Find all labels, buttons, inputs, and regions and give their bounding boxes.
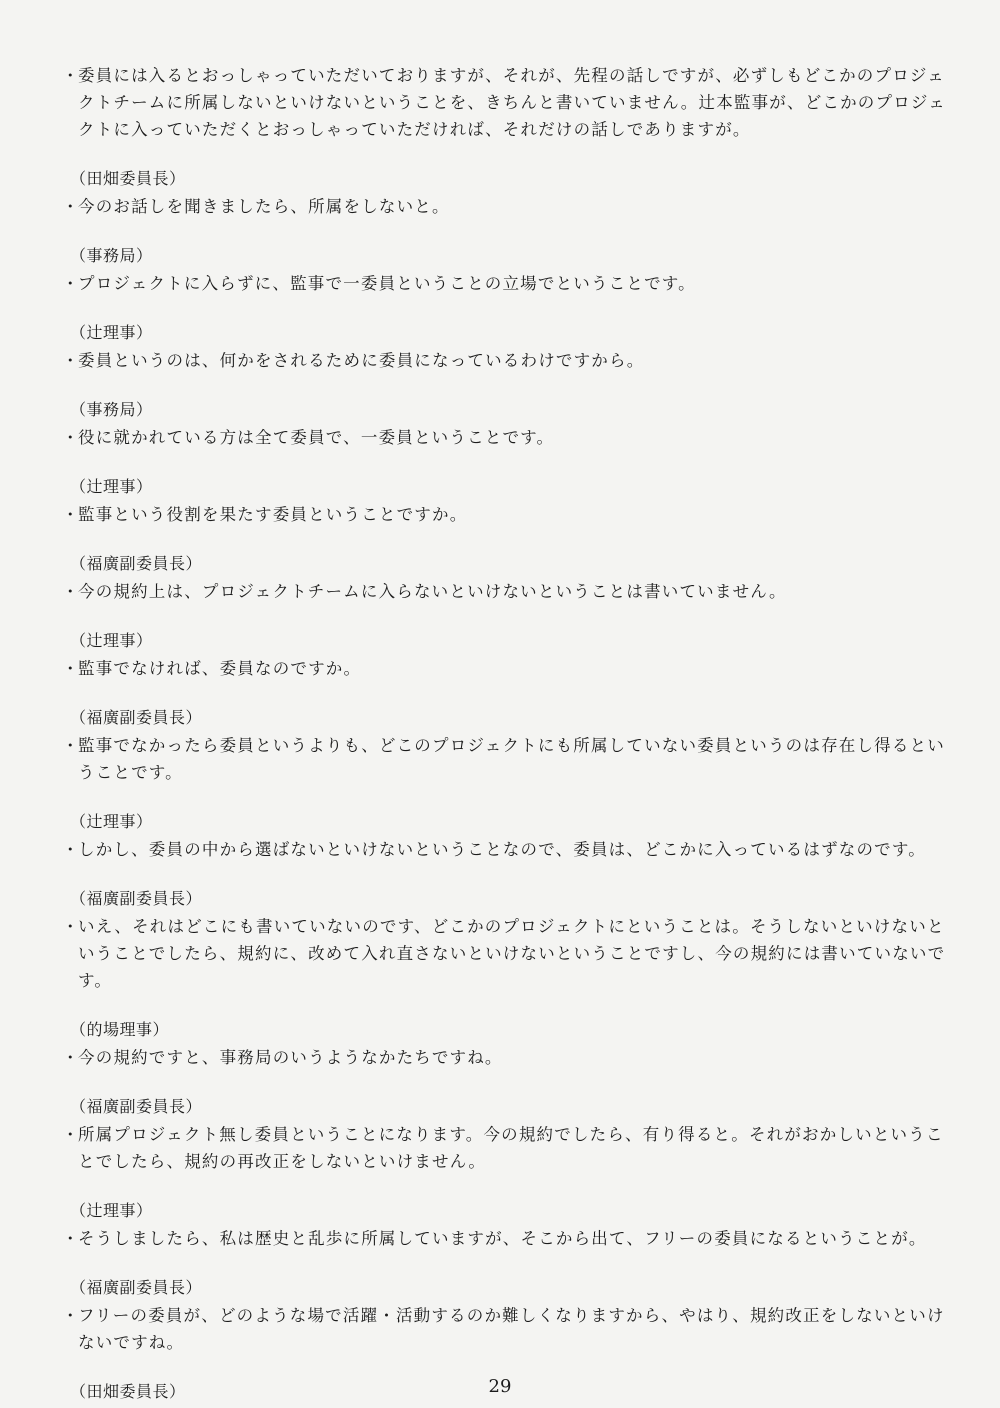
- utterance-text: 監事でなかったら委員というよりも、どこのプロジェクトにも所属していない委員というのは存在し得るとい: [78, 736, 945, 755]
- utterance-line: [62, 1121, 944, 1148]
- utterance-text: そうしましたら、私は歴史と乱歩に所属していますが、そこから出て、フリーの委員になるということが。: [78, 1229, 927, 1248]
- utterance-text: しかし、委員の中から選ばないといけないということなので、委員は、どこかに入っているはずなのです。: [78, 840, 926, 859]
- utterance-line: [62, 759, 932, 786]
- entry-spacer: [62, 682, 932, 706]
- bullet-mark: ・: [62, 197, 80, 216]
- transcript-entry: [62, 1276, 945, 1356]
- transcript-entry: [62, 629, 932, 682]
- utterance-text: 監事でなければ、委員なのですか。: [78, 659, 362, 678]
- utterance-line: [62, 424, 932, 451]
- bullet-mark: ・: [62, 917, 80, 936]
- speaker-label: （的場理事）: [70, 1020, 170, 1039]
- bullet-mark: ・: [62, 428, 80, 447]
- bullet-mark: ・: [62, 1306, 80, 1325]
- bullet-mark: ・: [62, 66, 80, 85]
- page-number: 29: [488, 1376, 512, 1397]
- entry-spacer: [62, 1252, 932, 1276]
- entry-spacer: [62, 994, 932, 1018]
- entry-spacer: [62, 786, 932, 810]
- utterance-line: [62, 501, 932, 528]
- speaker-label: （福廣副委員長）: [70, 1097, 203, 1116]
- utterance-line: [62, 655, 932, 682]
- utterance-text: 今の規約ですと、事務局のいうようなかたちですね。: [78, 1048, 503, 1067]
- bullet-mark: ・: [62, 351, 80, 370]
- transcript-entry: [62, 706, 945, 786]
- utterance-text: うことです。: [78, 763, 183, 782]
- transcript-entry: [62, 244, 932, 297]
- utterance-line: [62, 62, 945, 89]
- speaker-label: （田畑委員長）: [70, 169, 186, 188]
- utterance-line: [62, 1148, 932, 1175]
- transcript-entry: [62, 321, 932, 374]
- utterance-line: [62, 836, 932, 863]
- entry-spacer: [62, 605, 932, 629]
- utterance-line: [62, 1302, 945, 1329]
- utterance-text: 所属プロジェクト無し委員ということになります。今の規約でしたら、有り得ると。それがおかしいというこ: [78, 1125, 944, 1144]
- utterance-text: クトに入っていただくとおっしゃっていただければ、それだけの話しでありますが。: [78, 120, 751, 139]
- utterance-text: 委員というのは、何かをされるために委員になっているわけですから。: [78, 351, 645, 370]
- transcript-entry: [62, 552, 932, 605]
- speaker-label: （事務局）: [70, 246, 153, 265]
- transcript-entry: [62, 1095, 944, 1175]
- transcript-entry: [62, 810, 932, 863]
- bullet-mark: ・: [62, 1229, 80, 1248]
- bullet-mark: ・: [62, 659, 80, 678]
- speaker-label: （辻理事）: [70, 323, 153, 342]
- speaker-label: （辻理事）: [70, 631, 153, 650]
- utterance-line: [62, 732, 945, 759]
- utterance-line: [62, 913, 945, 940]
- speaker-label: （福廣副委員長）: [70, 889, 203, 908]
- transcript-entry: [62, 1199, 932, 1252]
- utterance-line: [62, 270, 932, 297]
- utterance-line: [62, 347, 932, 374]
- bullet-mark: ・: [62, 505, 80, 524]
- utterance-text: ないですね。: [78, 1333, 185, 1352]
- bullet-mark: ・: [62, 1048, 80, 1067]
- entry-spacer: [62, 1071, 932, 1095]
- speaker-label: （辻理事）: [70, 812, 153, 831]
- transcript-entry: [62, 1018, 932, 1071]
- speaker-label: （福廣副委員長）: [70, 708, 203, 727]
- entry-spacer: [62, 220, 932, 244]
- utterance-text: いえ、それはどこにも書いていないのです、どこかのプロジェクトにということは。そうしないといけないと: [78, 917, 945, 936]
- entry-spacer: [62, 143, 932, 167]
- meeting-transcript: [62, 62, 946, 1406]
- speaker-label: （事務局）: [70, 400, 153, 419]
- utterance-line: [62, 1329, 932, 1356]
- utterance-line: [62, 578, 932, 605]
- utterance-line: [62, 1225, 932, 1252]
- utterance-line: [62, 940, 946, 967]
- utterance-line: [62, 89, 946, 116]
- utterance-text: 役に就かれている方は全て委員で、一委員ということです。: [78, 428, 555, 447]
- utterance-text: プロジェクトに入らずに、監事で一委員ということの立場でということです。: [78, 274, 696, 293]
- transcript-entry: [62, 475, 932, 528]
- speaker-label: （福廣副委員長）: [70, 554, 203, 573]
- utterance-line: [62, 193, 932, 220]
- entry-spacer: [62, 1175, 932, 1199]
- transcript-entry: [62, 398, 932, 451]
- transcript-entry: [62, 167, 932, 220]
- speaker-label: （辻理事）: [70, 1201, 153, 1220]
- utterance-text: フリーの委員が、どのような場で活躍・活動するのか難しくなりますから、やはり、規約改正をしないといけ: [78, 1306, 945, 1325]
- utterance-text: とでしたら、規約の再改正をしないといけません。: [78, 1152, 487, 1171]
- speaker-label: （田畑委員長）: [70, 1382, 186, 1401]
- entry-spacer: [62, 297, 932, 321]
- utterance-text: クトチームに所属しないといけないということを、きちんと書いていません。辻本監事が、どこかのプロジェ: [78, 93, 946, 112]
- utterance-line: [62, 116, 932, 143]
- utterance-text: 今の規約上は、プロジェクトチームに入らないといけないということは書いていません。: [78, 582, 787, 601]
- bullet-mark: ・: [62, 840, 80, 859]
- bullet-mark: ・: [62, 1125, 80, 1144]
- speaker-label: （辻理事）: [70, 477, 153, 496]
- speaker-label: （福廣副委員長）: [70, 1278, 203, 1297]
- utterance-text: 今のお話しを聞きましたら、所属をしないと。: [78, 197, 450, 216]
- bullet-mark: ・: [62, 274, 80, 293]
- utterance-text: 監事という役割を果たす委員ということですか。: [78, 505, 468, 524]
- entry-spacer: [62, 374, 932, 398]
- utterance-text: す。: [78, 971, 113, 990]
- utterance-text: 委員には入るとおっしゃっていただいておりますが、それが、先程の話しですが、必ずしもどこかのプロジェ: [78, 66, 945, 85]
- bullet-mark: ・: [62, 582, 80, 601]
- utterance-text: いうことでしたら、規約に、改めて入れ直さないといけないということですし、今の規約には書いていないで: [78, 944, 946, 963]
- utterance-line: [62, 1044, 932, 1071]
- transcript-entry: [62, 62, 946, 143]
- entry-spacer: [62, 451, 932, 475]
- transcript-entry: [62, 887, 946, 994]
- bullet-mark: ・: [62, 736, 80, 755]
- entry-spacer: [62, 528, 932, 552]
- utterance-line: [62, 967, 932, 994]
- entry-spacer: [62, 863, 932, 887]
